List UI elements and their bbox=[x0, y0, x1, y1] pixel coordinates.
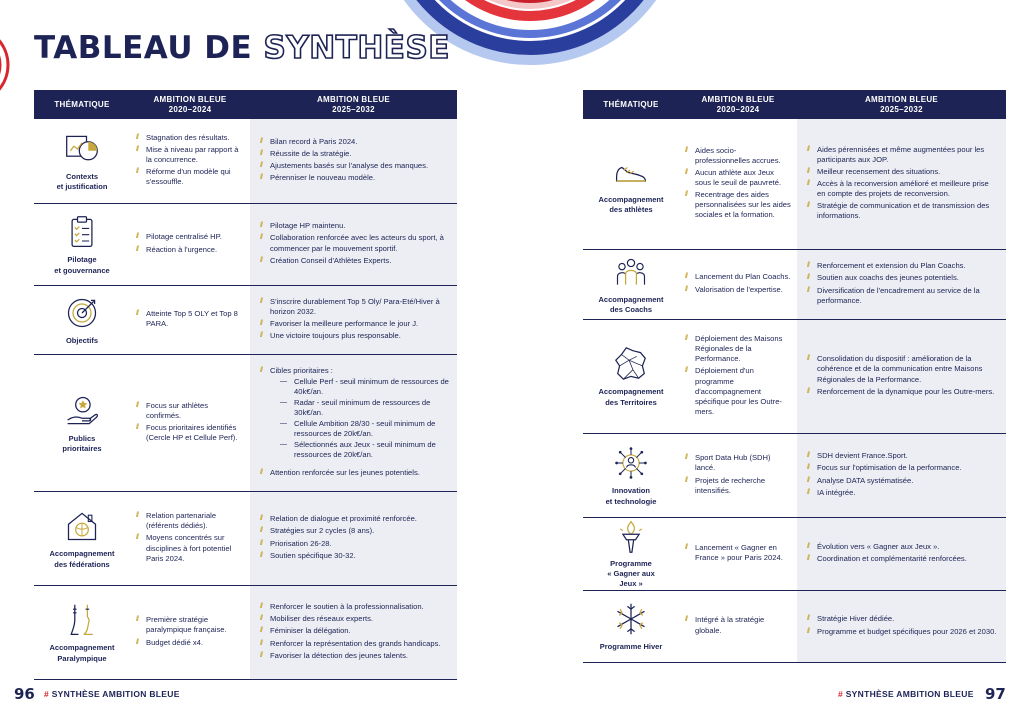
bullet-item: // Mobiliser des réseaux experts. bbox=[260, 614, 449, 624]
right-synthesis-table bbox=[583, 90, 1006, 663]
bullet-item: // Soutien spécifique 30-32. bbox=[260, 551, 449, 561]
bullet-item: // Aucun athlète aux Jeux sous le seuil de pauvreté. bbox=[685, 168, 791, 188]
torch-icon bbox=[612, 519, 650, 555]
cell-2025-2032 bbox=[797, 320, 1006, 433]
thematique-cell bbox=[34, 586, 130, 679]
bullet-item: // Pilotage HP maintenu. bbox=[260, 221, 449, 231]
header-2025-2032: AMBITION BLEUE 2025–2032 bbox=[316, 94, 391, 114]
bullet-item: // Focus sur l'optimisation de la performance. bbox=[807, 463, 998, 473]
table-row bbox=[583, 518, 1006, 591]
house-ball-icon bbox=[63, 507, 101, 545]
sub-bullet-item: — Cellule Ambition 28/30 - seuil minimum de ressources de 20k€/an. bbox=[280, 419, 449, 439]
thematique-cell bbox=[583, 320, 679, 433]
cell-2020-2024 bbox=[130, 119, 250, 203]
bullet-item: // Attention renforcée sur les jeunes potentiels. bbox=[260, 468, 449, 478]
table-row bbox=[34, 286, 457, 355]
clipboard-icon bbox=[63, 213, 101, 251]
thematique-label: Programme « Gagner aux Jeux » bbox=[607, 558, 655, 589]
bullet-item: // Recentrage des aides personnalisées sur les aides sociales et la formation. bbox=[685, 190, 791, 220]
table-header bbox=[34, 90, 457, 119]
bullet-item: // Soutien aux coachs des jeunes potentiels. bbox=[807, 273, 998, 283]
bullet-item: // S'inscrire durablement Top 5 Oly/ Para-Eté/Hiver à horizon 2032. bbox=[260, 297, 449, 317]
header-2020-2024: AMBITION BLEUE 2020–2024 bbox=[153, 94, 227, 114]
bullet-item: // Favoriser la détection des jeunes talents. bbox=[260, 651, 449, 661]
table-row bbox=[583, 320, 1006, 434]
header-thematique: THÉMATIQUE bbox=[54, 99, 110, 109]
bullet-item: // IA intégrée. bbox=[807, 488, 998, 498]
cell-2020-2024 bbox=[130, 355, 250, 491]
footer-label-left: # SYNTHÈSE AMBITION BLEUE bbox=[44, 689, 180, 699]
bullet-item: // Meilleur recensement des situations. bbox=[807, 167, 998, 177]
cell-2020-2024 bbox=[130, 204, 250, 285]
page-number-left: 96 bbox=[14, 685, 35, 703]
table-row bbox=[583, 250, 1006, 320]
snowflake-icon bbox=[612, 600, 650, 638]
bullet-item: // Pilotage centralisé HP. bbox=[136, 232, 244, 242]
bullet-item: // Pérenniser le nouveau modèle. bbox=[260, 173, 449, 183]
group-people-icon bbox=[612, 254, 650, 291]
cell-2025-2032 bbox=[250, 492, 457, 585]
bullet-item: // Atteinte Top 5 OLY et Top 8 PARA. bbox=[136, 309, 244, 329]
thematique-cell bbox=[583, 518, 679, 590]
bullet-item: // Favoriser la meilleure performance le jour J. bbox=[260, 319, 449, 329]
bullet-item: // Cibles prioritaires : — Cellule Perf - seuil minimum de ressources de 40k€/an. — Radar - seuil minimum de ressources de 30k€/an. — Cellule Ambition 28/30 - seuil minimum de ressources de 20k€/an. — Sélectionnés aux Jeux - seuil minimum de ressources de 20k€/an. bbox=[260, 366, 449, 461]
bullet-item: // Relation partenariale (référents dédiés). bbox=[136, 511, 244, 531]
cell-2025-2032 bbox=[250, 204, 457, 285]
bullet-item: // Focus sur athlètes confirmés. bbox=[136, 401, 244, 421]
header-2025-2032: AMBITION BLEUE 2025–2032 bbox=[864, 94, 939, 114]
cell-2020-2024 bbox=[679, 320, 797, 433]
prosthetic-legs-icon bbox=[63, 601, 101, 639]
thematique-cell bbox=[34, 119, 130, 203]
bullet-item: // Évolution vers « Gagner aux Jeux ». bbox=[807, 542, 998, 552]
cell-2020-2024 bbox=[130, 286, 250, 354]
bullet-item: // Déploiement d'un programme d'accompagnement spécifique pour les Outre-mers. bbox=[685, 366, 791, 416]
bullet-item: // Déploiement des Maisons Régionales de la Performance. bbox=[685, 334, 791, 364]
bullet-item: // Stagnation des résultats. bbox=[136, 133, 244, 143]
bullet-item: // Création Conseil d'Athlètes Experts. bbox=[260, 256, 449, 266]
thematique-cell bbox=[583, 591, 679, 662]
thematique-label: Accompagnement des Territoires bbox=[598, 387, 664, 407]
bullet-item: // Priorisation 26-28. bbox=[260, 539, 449, 549]
header-thematique: THÉMATIQUE bbox=[603, 99, 659, 109]
cell-2020-2024 bbox=[679, 250, 797, 319]
bullet-item: // Projets de recherche intensifiés. bbox=[685, 476, 791, 496]
bullet-item: // Valorisation de l'expertise. bbox=[685, 285, 791, 295]
bullet-item: // Renforcement de la dynamique pour les Outre-mers. bbox=[807, 387, 998, 397]
table-row bbox=[34, 204, 457, 286]
bullet-item: // Réaction à l'urgence. bbox=[136, 245, 244, 255]
cell-2025-2032 bbox=[250, 286, 457, 354]
thematique-label: Accompagnement Paralympique bbox=[49, 643, 115, 663]
bullet-item: // Budget dédié x4. bbox=[136, 638, 244, 648]
table-row bbox=[583, 591, 1006, 663]
thematique-label: Accompagnement des athlètes bbox=[598, 194, 664, 214]
bullet-item: // Consolidation du dispositif : amélioration de la cohérence et de la communication entre Maisons Régionales de la Performance. bbox=[807, 354, 998, 384]
france-map-icon bbox=[612, 345, 650, 383]
bullet-item: // Sport Data Hub (SDH) lancé. bbox=[685, 453, 791, 473]
table-row bbox=[34, 119, 457, 204]
cell-2020-2024 bbox=[130, 492, 250, 585]
left-synthesis-table bbox=[34, 90, 457, 680]
bullet-item: // Moyens concentrés sur disciplines à fort potentiel Paris 2024. bbox=[136, 533, 244, 563]
cell-2025-2032 bbox=[797, 518, 1006, 590]
bullet-item: // Collaboration renforcée avec les acteurs du sport, à commencer par le mouvement sportif. bbox=[260, 233, 449, 253]
cell-2025-2032 bbox=[797, 119, 1006, 249]
bullet-item: // Renforcer le soutien à la professionnalisation. bbox=[260, 602, 449, 612]
page-title: TABLEAU DE SYNTHÈSE bbox=[34, 30, 450, 66]
bullet-item: // SDH devient France.Sport. bbox=[807, 451, 998, 461]
bullet-item: // Mise à niveau par rapport à la concurrence. bbox=[136, 145, 244, 165]
thematique-label: Contexts et justification bbox=[56, 171, 108, 191]
thematique-cell bbox=[34, 492, 130, 585]
cell-2020-2024 bbox=[679, 591, 797, 662]
bullet-item: // Relation de dialogue et proximité renforcée. bbox=[260, 514, 449, 524]
thematique-cell bbox=[583, 250, 679, 319]
bullet-item: // Stratégie de communication et de transmission des informations. bbox=[807, 201, 998, 221]
bullet-item: // Accès à la reconversion amélioré et meilleure prise en compte des projets de reconversion. bbox=[807, 179, 998, 199]
cell-2020-2024 bbox=[679, 518, 797, 590]
bullet-item: // Bilan record à Paris 2024. bbox=[260, 137, 449, 147]
thematique-label: Programme Hiver bbox=[599, 642, 663, 652]
thematique-label: Publics prioritaires bbox=[62, 433, 102, 453]
cell-2025-2032 bbox=[797, 250, 1006, 319]
bullet-item: // Lancement du Plan Coachs. bbox=[685, 272, 791, 282]
thematique-cell bbox=[583, 434, 679, 517]
sub-bullet-item: — Cellule Perf - seuil minimum de ressources de 40k€/an. bbox=[280, 377, 449, 397]
bullet-item: // Renforcer la représentation des grands handicaps. bbox=[260, 639, 449, 649]
thematique-label: Pilotage et gouvernance bbox=[54, 255, 110, 275]
header-2020-2024: AMBITION BLEUE 2020–2024 bbox=[701, 94, 775, 114]
footer-label-right: # SYNTHÈSE AMBITION BLEUE bbox=[838, 689, 974, 699]
bullet-item: // Focus prioritaires identifiés (Cercle HP et Cellule Perf). bbox=[136, 423, 244, 443]
cell-2025-2032 bbox=[250, 355, 457, 491]
bullet-item: // Aides pérennisées et même augmentées pour les participants aux JOP. bbox=[807, 145, 998, 165]
table-row bbox=[34, 492, 457, 586]
chart-pie-icon bbox=[63, 130, 101, 168]
bullet-item: // Une victoire toujours plus responsable. bbox=[260, 331, 449, 341]
table-row bbox=[34, 586, 457, 680]
hand-star-icon bbox=[63, 392, 101, 430]
cell-2020-2024 bbox=[679, 434, 797, 517]
cell-2025-2032 bbox=[797, 434, 1006, 517]
bullet-item: // Renforcement et extension du Plan Coachs. bbox=[807, 261, 998, 271]
table-row bbox=[583, 434, 1006, 518]
thematique-label: Innovation et technologie bbox=[605, 486, 657, 506]
thematique-cell bbox=[34, 286, 130, 354]
cell-2025-2032 bbox=[797, 591, 1006, 662]
cell-2020-2024 bbox=[679, 119, 797, 249]
bullet-item: // Coordination et complémentarité renforcées. bbox=[807, 554, 998, 564]
cell-2025-2032 bbox=[250, 586, 457, 679]
bullet-item: // Réussite de la stratégie. bbox=[260, 149, 449, 159]
table-header bbox=[583, 90, 1006, 119]
network-person-icon bbox=[612, 444, 650, 482]
bullet-item: // Stratégie Hiver dédiée. bbox=[807, 614, 998, 624]
target-icon bbox=[63, 294, 101, 332]
page-number-right: 97 bbox=[985, 685, 1006, 703]
bullet-item: // Diversification de l'encadrement au service de la performance. bbox=[807, 286, 998, 306]
table-row bbox=[583, 119, 1006, 250]
sub-bullet-item: — Sélectionnés aux Jeux - seuil minimum de ressources de 20k€/an. bbox=[280, 440, 449, 460]
bullet-item: // Stratégies sur 2 cycles (8 ans). bbox=[260, 526, 449, 536]
bullet-item: // Analyse DATA systématisée. bbox=[807, 476, 998, 486]
bullet-item: // Ajustements basés sur l'analyse des manques. bbox=[260, 161, 449, 171]
sneaker-icon bbox=[612, 153, 650, 191]
cell-2025-2032 bbox=[250, 119, 457, 203]
thematique-label: Accompagnement des fédérations bbox=[49, 549, 115, 569]
sub-bullet-item: — Radar - seuil minimum de ressources de 30k€/an. bbox=[280, 398, 449, 418]
thematique-label: Objectifs bbox=[65, 335, 99, 345]
bullet-item: // Intégré à la stratégie globale. bbox=[685, 615, 791, 635]
table-row bbox=[34, 355, 457, 492]
bullet-item: // Programme et budget spécifiques pour 2026 et 2030. bbox=[807, 627, 998, 637]
thematique-label: Accompagnement des Coachs bbox=[598, 294, 664, 314]
cell-2020-2024 bbox=[130, 586, 250, 679]
bullet-item: // Féminiser la délégation. bbox=[260, 626, 449, 636]
bullet-item: // Première stratégie paralympique française. bbox=[136, 615, 244, 635]
thematique-cell bbox=[34, 355, 130, 491]
thematique-cell bbox=[583, 119, 679, 249]
decorative-left-arc bbox=[0, 20, 20, 110]
bullet-item: // Lancement « Gagner en France » pour Paris 2024. bbox=[685, 543, 791, 563]
bullet-item: // Réforme d'un modèle qui s'essouffle. bbox=[136, 167, 244, 187]
thematique-cell bbox=[34, 204, 130, 285]
bullet-item: // Aides socio-professionnelles accrues. bbox=[685, 146, 791, 166]
